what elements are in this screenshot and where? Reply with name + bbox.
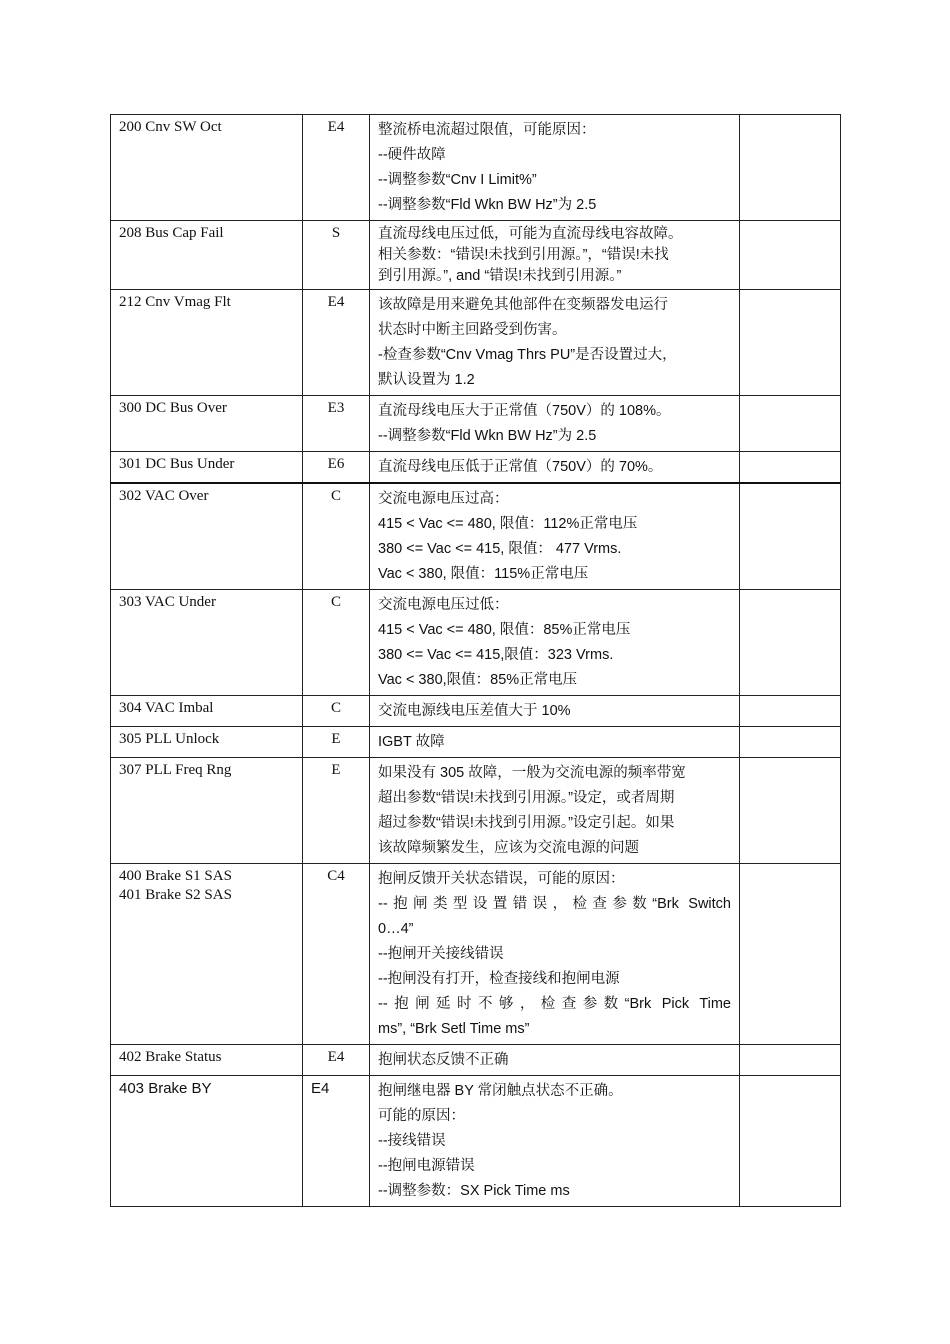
description-line: 415 < Vac <= 480, 限值：85%正常电压 bbox=[378, 622, 631, 638]
fault-type-cell: E4 bbox=[303, 1045, 370, 1076]
fault-description-cell bbox=[370, 483, 740, 590]
description-line: --抱闸没有打开，检查接线和抱闸电源 bbox=[378, 971, 620, 987]
note-cell bbox=[740, 758, 841, 864]
description-line: Vac < 380, 限值：115%正常电压 bbox=[378, 566, 589, 582]
fault-description-cell bbox=[370, 115, 740, 221]
description-line: 超出参数“错误!未找到引用源。”设定，或者周期 bbox=[378, 790, 675, 806]
description-line: 超过参数“错误!未找到引用源。”设定引起。如果 bbox=[378, 815, 675, 831]
table-row bbox=[111, 758, 841, 864]
fault-description-cell bbox=[370, 758, 740, 864]
fault-type-cell: E3 bbox=[303, 396, 370, 452]
description-line: -检查参数“Cnv Vmag Thrs PU”是否设置过大， bbox=[378, 347, 677, 363]
table-row bbox=[111, 864, 841, 1045]
description-line: --抱闸开关接线错误 bbox=[378, 946, 504, 962]
fault-code-cell bbox=[111, 1076, 303, 1207]
fault-code-cell bbox=[111, 758, 303, 864]
table-row bbox=[111, 290, 841, 396]
fault-code: 401 Brake S2 SAS bbox=[119, 887, 232, 903]
fault-code: 305 PLL Unlock bbox=[119, 731, 220, 747]
description-line: 默认设置为 1.2 bbox=[378, 372, 475, 388]
description-line: 380 <= Vac <= 415, 限值： 477 Vrms. bbox=[378, 541, 622, 557]
table-row bbox=[111, 1076, 841, 1207]
fault-description-cell bbox=[370, 396, 740, 452]
fault-code-cell bbox=[111, 1045, 303, 1076]
description-line: 直流母线电压低于正常值（750V）的 70%。 bbox=[378, 459, 663, 475]
fault-type-cell: E bbox=[303, 758, 370, 864]
note-cell bbox=[740, 864, 841, 1045]
table-row bbox=[111, 483, 841, 590]
description-line: 380 <= Vac <= 415,限值：323 Vrms. bbox=[378, 647, 614, 663]
fault-code: 400 Brake S1 SAS bbox=[119, 868, 232, 884]
fault-code-cell bbox=[111, 483, 303, 590]
fault-code: 208 Bus Cap Fail bbox=[119, 225, 224, 241]
fault-code-cell bbox=[111, 290, 303, 396]
table-row bbox=[111, 396, 841, 452]
fault-code: 302 VAC Over bbox=[119, 488, 209, 504]
fault-code: 200 Cnv SW Oct bbox=[119, 119, 222, 135]
description-line: 交流电源线电压差值大于 10% bbox=[378, 703, 571, 719]
fault-code: 402 Brake Status bbox=[119, 1049, 222, 1065]
table-row bbox=[111, 221, 841, 290]
description-line: --硬件故障 bbox=[378, 147, 446, 163]
fault-description-cell bbox=[370, 727, 740, 758]
fault-description-cell bbox=[370, 864, 740, 1045]
description-line: 0…4” bbox=[378, 921, 414, 937]
description-line: --调整参数：SX Pick Time ms bbox=[378, 1183, 570, 1199]
description-line: 可能的原因： bbox=[378, 1108, 465, 1124]
table-row bbox=[111, 115, 841, 221]
description-line: --抱闸延时不够，检查参数“Brk Pick Time bbox=[378, 996, 731, 1012]
description-line: ms”, “Brk Setl Time ms” bbox=[378, 1021, 530, 1037]
fault-code-cell bbox=[111, 590, 303, 696]
fault-code: 212 Cnv Vmag Flt bbox=[119, 294, 231, 310]
description-line: 抱闸继电器 BY 常闭触点状态不正确。 bbox=[378, 1083, 623, 1099]
fault-code-cell bbox=[111, 696, 303, 727]
note-cell bbox=[740, 1076, 841, 1207]
note-cell bbox=[740, 396, 841, 452]
fault-code: 301 DC Bus Under bbox=[119, 456, 235, 472]
note-cell bbox=[740, 727, 841, 758]
fault-type-cell: E bbox=[303, 727, 370, 758]
fault-code-cell bbox=[111, 864, 303, 1045]
fault-type-cell: E4 bbox=[303, 290, 370, 396]
description-line: 直流母线电压过低，可能为直流母线电容故障。 bbox=[378, 226, 683, 242]
note-cell bbox=[740, 590, 841, 696]
description-line: --调整参数“Cnv I Limit%” bbox=[378, 172, 537, 188]
fault-code: 307 PLL Freq Rng bbox=[119, 762, 232, 778]
description-line: Vac < 380,限值：85%正常电压 bbox=[378, 672, 578, 688]
fault-description-cell bbox=[370, 696, 740, 727]
fault-code-cell bbox=[111, 115, 303, 221]
description-line: 交流电源电压过高： bbox=[378, 491, 509, 507]
note-cell bbox=[740, 452, 841, 484]
fault-description-cell bbox=[370, 1045, 740, 1076]
note-cell bbox=[740, 290, 841, 396]
fault-type-cell: C4 bbox=[303, 864, 370, 1045]
description-line: 该故障是用来避免其他部件在变频器发电运行 bbox=[378, 297, 668, 313]
fault-code: 300 DC Bus Over bbox=[119, 400, 227, 416]
table-row bbox=[111, 590, 841, 696]
fault-code: 303 VAC Under bbox=[119, 594, 216, 610]
description-line: 直流母线电压大于正常值（750V）的 108%。 bbox=[378, 403, 671, 419]
description-line: 415 < Vac <= 480, 限值：112%正常电压 bbox=[378, 516, 638, 532]
fault-code-cell bbox=[111, 727, 303, 758]
fault-description-cell bbox=[370, 1076, 740, 1207]
note-cell bbox=[740, 1045, 841, 1076]
fault-code-cell bbox=[111, 452, 303, 484]
note-cell bbox=[740, 221, 841, 290]
fault-code-table bbox=[110, 114, 841, 1207]
description-line: --抱闸电源错误 bbox=[378, 1158, 475, 1174]
description-line: 如果没有 305 故障，一般为交流电源的频率带宽 bbox=[378, 765, 686, 781]
fault-code: 304 VAC Imbal bbox=[119, 700, 214, 716]
fault-code-cell bbox=[111, 396, 303, 452]
description-line: --调整参数“Fld Wkn BW Hz”为 2.5 bbox=[378, 197, 597, 213]
description-line: --调整参数“Fld Wkn BW Hz”为 2.5 bbox=[378, 428, 597, 444]
table-row bbox=[111, 452, 841, 484]
fault-code: 403 Brake BY bbox=[119, 1080, 212, 1097]
description-line: 该故障频繁发生，应该为交流电源的问题 bbox=[378, 840, 639, 856]
fault-type-cell: C bbox=[303, 590, 370, 696]
note-cell bbox=[740, 696, 841, 727]
fault-description-cell bbox=[370, 452, 740, 484]
description-line: --接线错误 bbox=[378, 1133, 446, 1149]
fault-type-cell: C bbox=[303, 483, 370, 590]
description-line: 到引用源。”, and “错误!未找到引用源。” bbox=[378, 268, 622, 284]
note-cell bbox=[740, 115, 841, 221]
description-line: 交流电源电压过低： bbox=[378, 597, 509, 613]
description-line: 相关参数：“错误!未找到引用源。”，“错误!未找 bbox=[378, 247, 669, 263]
fault-type-cell: E6 bbox=[303, 452, 370, 484]
description-line: IGBT 故障 bbox=[378, 734, 445, 750]
fault-code-cell bbox=[111, 221, 303, 290]
table-row bbox=[111, 696, 841, 727]
fault-type-cell: S bbox=[303, 221, 370, 290]
fault-type-cell: E4 bbox=[303, 115, 370, 221]
table-row bbox=[111, 727, 841, 758]
fault-description-cell bbox=[370, 590, 740, 696]
description-line: 状态时中断主回路受到伤害。 bbox=[378, 322, 567, 338]
description-line: --抱闸类型设置错误，检查参数“Brk Switch bbox=[378, 896, 731, 912]
table-row bbox=[111, 1045, 841, 1076]
fault-type-cell: C bbox=[303, 696, 370, 727]
fault-description-cell bbox=[370, 221, 740, 290]
note-cell bbox=[740, 483, 841, 590]
description-line: 整流桥电流超过限值，可能原因： bbox=[378, 122, 596, 138]
description-line: 抱闸反馈开关状态错误，可能的原因： bbox=[378, 871, 625, 887]
fault-description-cell bbox=[370, 290, 740, 396]
fault-type-cell: E4 bbox=[303, 1076, 370, 1207]
description-line: 抱闸状态反馈不正确 bbox=[378, 1052, 509, 1068]
